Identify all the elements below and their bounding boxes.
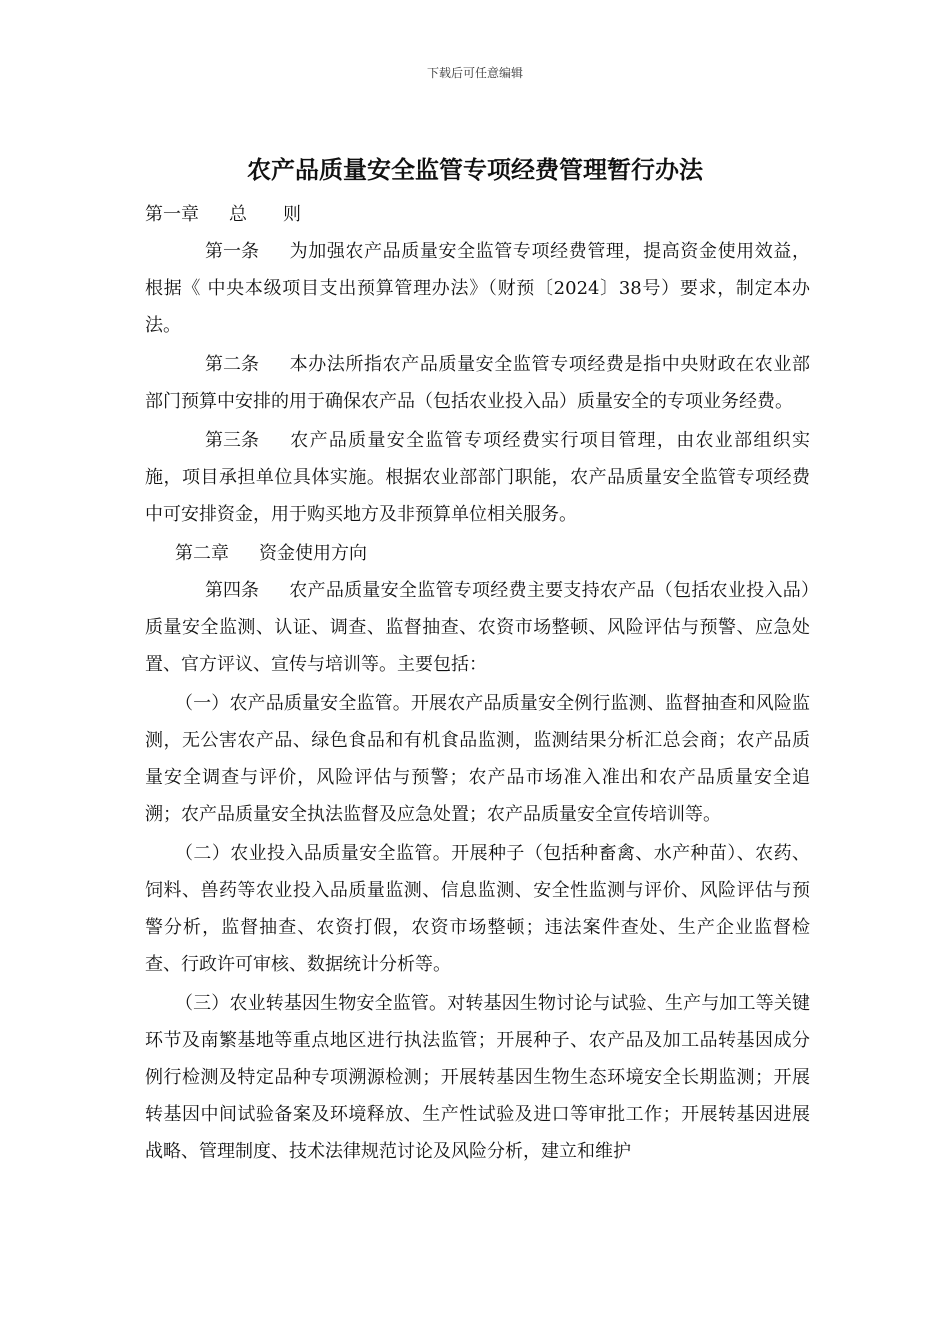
list-item: （二）农业投入品质量安全监管。开展种子（包括种畜禽、水产种苗）、农药、饲料、兽药等农业投入品质量监测、信息监测、安全性监测与评价、风险评估与预警分析，监督抽查、农资打假，农资市场整顿；违法案件查处、生产企业监督检查、行政许可审核、数据统计分析等。 (145, 843, 810, 975)
chapter-heading (145, 535, 810, 572)
list-item: （三）农业转基因生物安全监管。对转基因生物讨论与试验、生产与加工等关键环节及南繁基地等重点地区进行执法监管；开展种子、农产品及加工品转基因成分例行检测及特定品种专项溯源检测；开展转基因生物生态环境安全长期监测；开展转基因中间试验备案及环境释放、生产性试验及进口等审批工作；开展转基因进展战略、管理制度、技术法律规范讨论及风险分析，建立和维护 (145, 993, 810, 1162)
article-paragraph (145, 572, 810, 683)
article-text: 为加强农产品质量安全监管专项经费管理，提高资金使用效益，根据《 中央本级项目支出预算管理办法》（财预〔2024〕38号）要求，制定本办法。 (145, 241, 810, 336)
header-note: 下载后可任意编辑 (426, 66, 523, 80)
article-label: 第四条 (205, 580, 259, 601)
article-label: 第一条 (205, 241, 259, 262)
chapter-label: 第二章 (175, 543, 229, 564)
article-paragraph (145, 233, 810, 344)
article-label: 第二条 (205, 354, 259, 375)
chapter-name: 资金使用方向 (259, 543, 367, 564)
article-paragraph (145, 346, 810, 420)
article-text: 农产品质量安全监管专项经费实行项目管理，由农业部组织实施，项目承担单位具体实施。根据农业部部门职能，农产品质量安全监管专项经费中可安排资金，用于购买地方及非预算单位相关服务。 (145, 430, 810, 525)
article-paragraph (145, 422, 810, 533)
article-text: 农产品质量安全监管专项经费主要支持农产品（包括农业投入品）质量安全监测、认证、调查、监督抽查、农资市场整顿、风险评估与预警、应急处置、官方评议、宣传与培训等。主要包括： (145, 580, 810, 675)
document-body (145, 196, 810, 1172)
document-title: 农产品质量安全监管专项经费管理暂行办法 (247, 155, 703, 184)
chapter-name: 总 则 (229, 204, 301, 225)
list-item: （一）农产品质量安全监管。开展农产品质量安全例行监测、监督抽查和风险监测，无公害农产品、绿色食品和有机食品监测，监测结果分析汇总会商；农产品质量安全调查与评价，风险评估与预警；农产品市场准入准出和农产品质量安全追溯；农产品质量安全执法监督及应急处置；农产品质量安全宣传培训等。 (145, 693, 810, 825)
article-label: 第三条 (205, 430, 259, 451)
chapter-label: 第一章 (145, 204, 199, 225)
chapter-heading (145, 196, 810, 233)
article-text: 本办法所指农产品质量安全监管专项经费是指中央财政在农业部部门预算中安排的用于确保农产品（包括农业投入品）质量安全的专项业务经费。 (145, 354, 810, 412)
